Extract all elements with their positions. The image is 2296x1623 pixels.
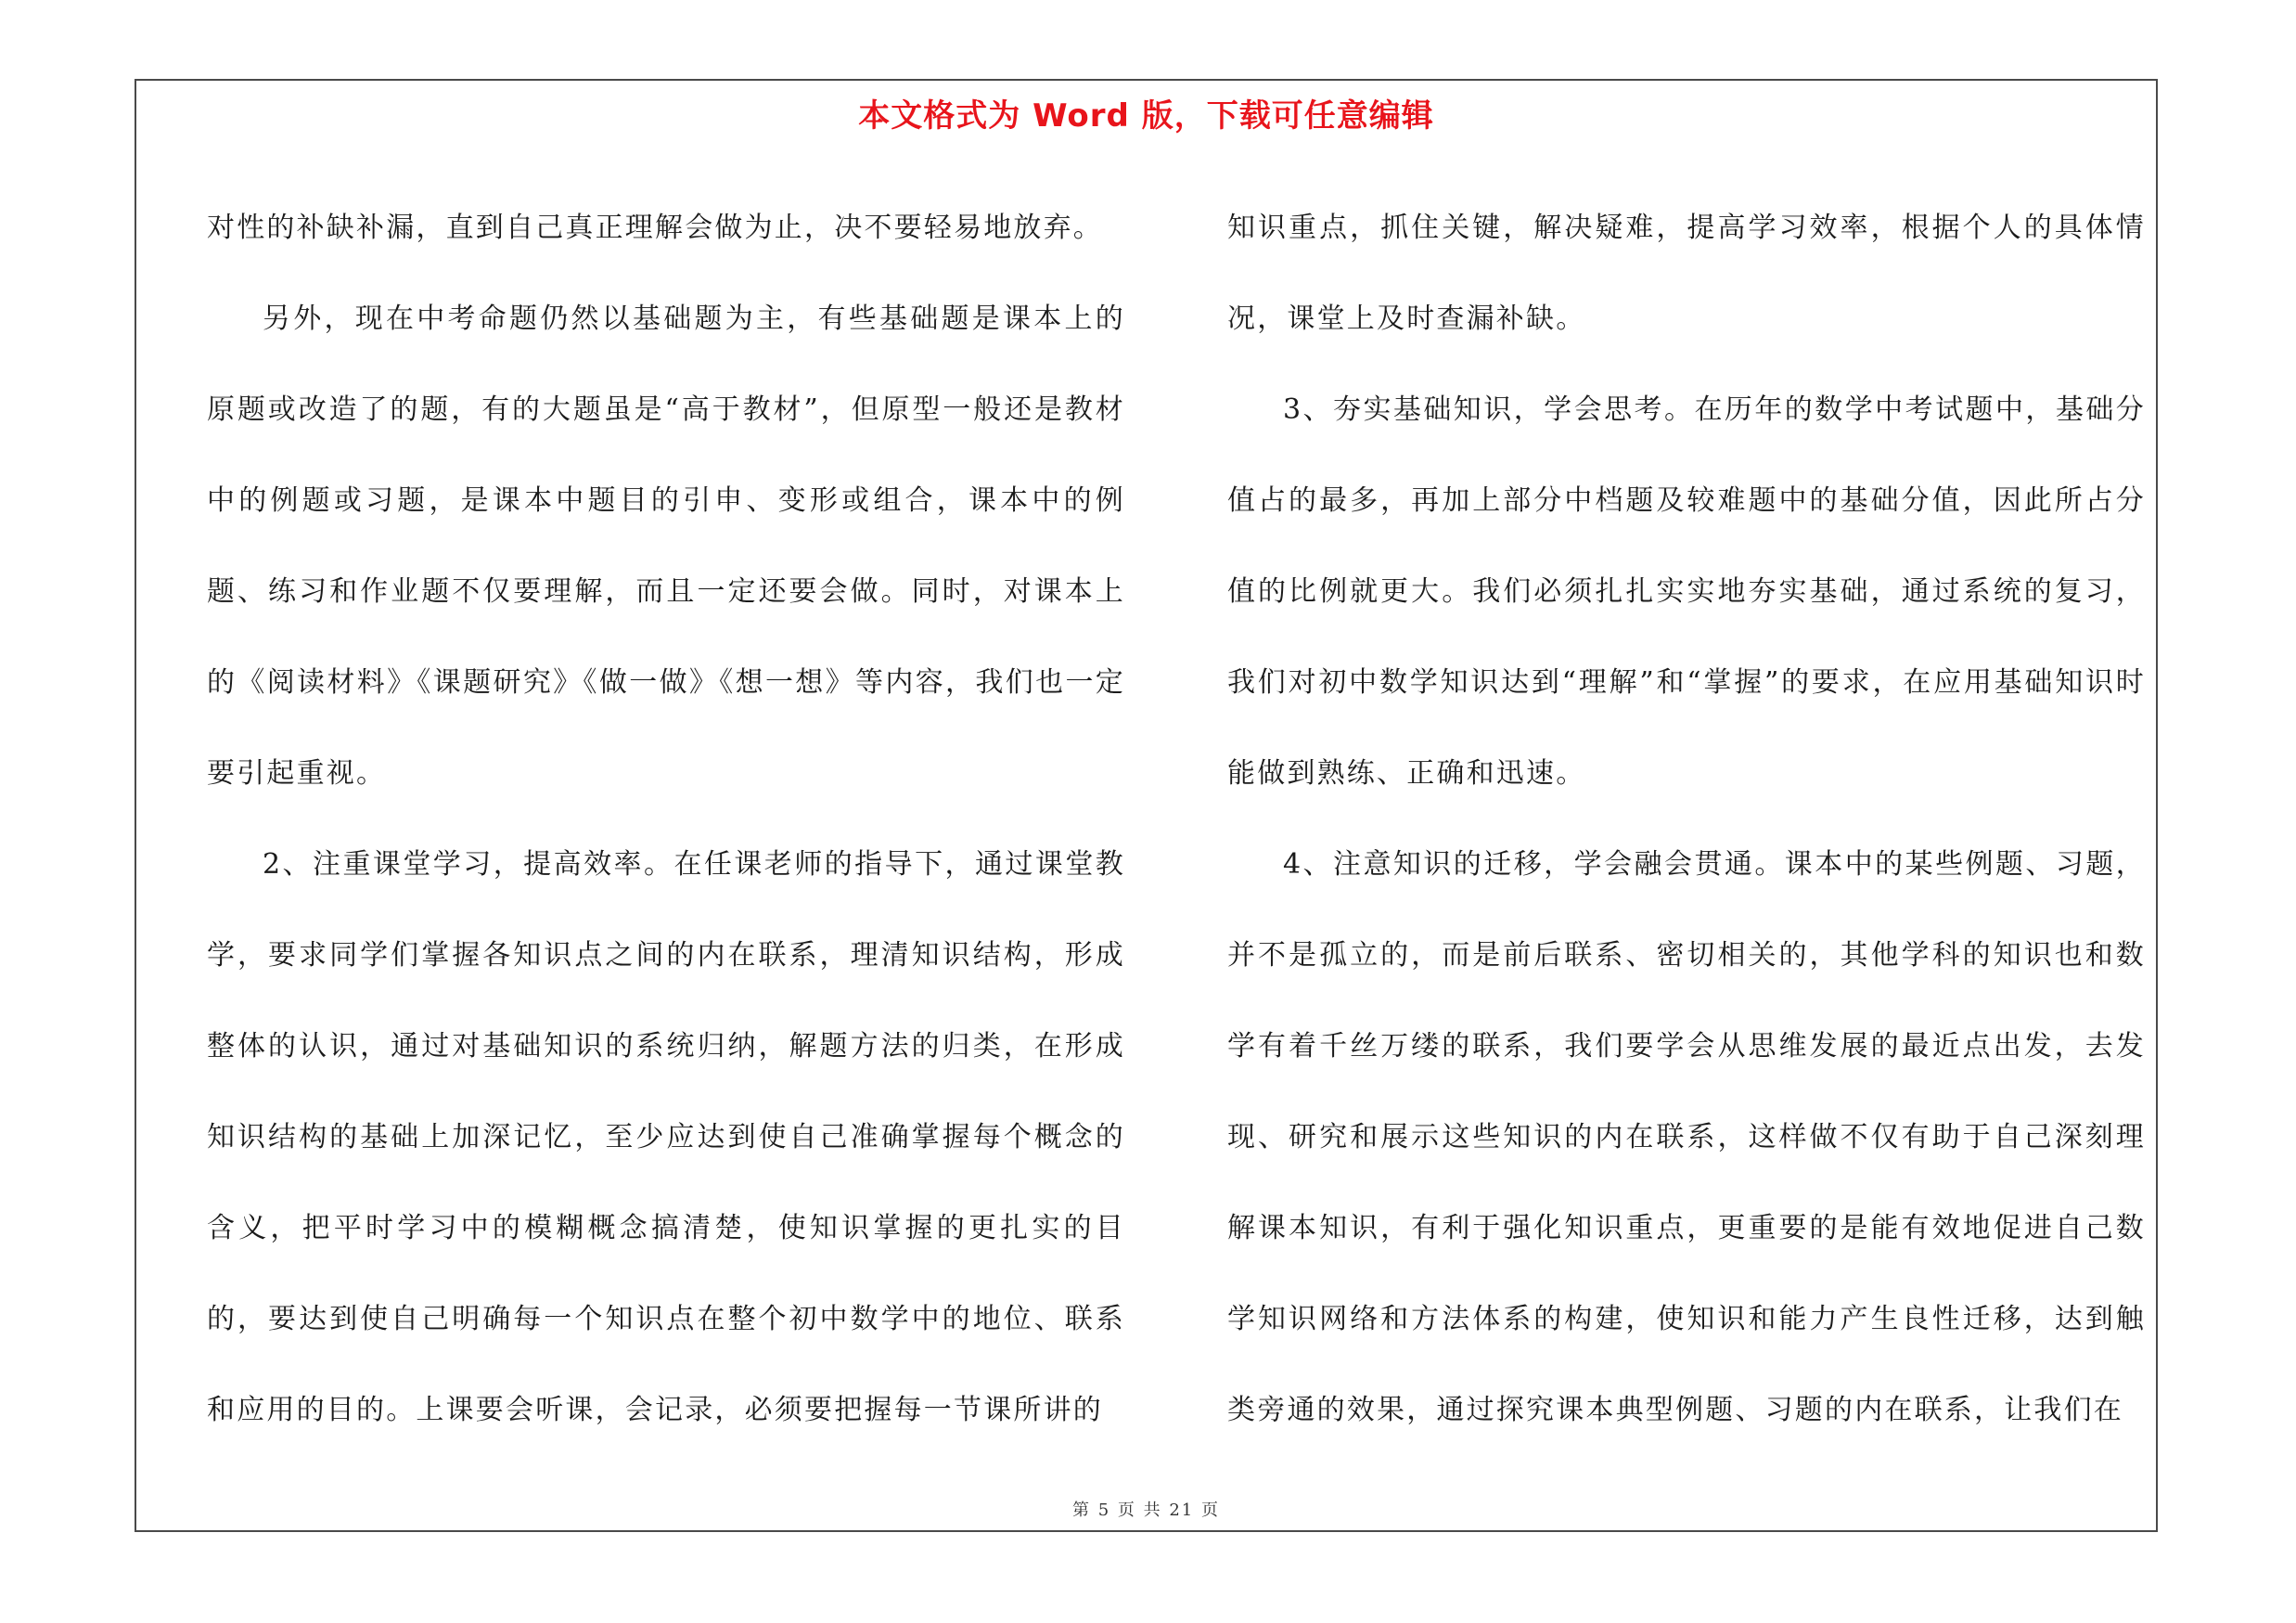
page-frame bbox=[135, 79, 2158, 1532]
paragraph: 知识重点，抓住关键，解决疑难，提高学习效率，根据个人的具体情况，课堂上及时查漏补缺。 bbox=[1227, 212, 2146, 335]
paragraph: 4、注意知识的迁移，学会融会贯通。课本中的某些例题、习题，并不是孤立的，而是前后联系、密切相关的，其他学科的知识也和数学有着千丝万缕的联系，我们要学会从思维发展的最近点出发，去发现、研究和展示这些知识的内在联系，这样做不仅有助于自己深刻理解课本知识，有利于强化知识重点，更重要的是能有效地促进自己数学知识网络和方法体系的构建，使知识和能力产生良性迁移，达到触类旁通的效果，通过探究课本典型例题、习题的内在联系，让我们在 bbox=[1227, 848, 2146, 1426]
paragraph: 对性的补缺补漏，直到自己真正理解会做为止，决不要轻易地放弃。 bbox=[207, 212, 1103, 244]
paragraph: 3、夯实基础知识，学会思考。在历年的数学中考试题中，基础分值占的最多，再加上部分中档题及较难题中的基础分值，因此所占分值的比例就更大。我们必须扎扎实实地夯实基础，通过系统的复习，我们对初中数学知识达到“理解”和“掌握”的要求，在应用基础知识时能做到熟练、正确和迅速。 bbox=[1227, 393, 2146, 790]
paragraph: 另外，现在中考命题仍然以基础题为主，有些基础题是课本上的原题或改造了的题，有的大题虽是“高于教材”，但原型一般还是教材中的例题或习题，是课本中题目的引申、变形或组合，课本中的例题、练习和作业题不仅要理解，而且一定还要会做。同时，对课本上的《阅读材料》《课题研究》《做一做》《想一想》等内容，我们也一定要引起重视。 bbox=[207, 303, 1125, 790]
page-number-footer: 第 5 页 共 21 页 bbox=[1072, 1501, 1220, 1520]
left-column bbox=[207, 183, 1125, 1456]
word-format-banner: 本文格式为 Word 版，下载可任意编辑 bbox=[858, 97, 1434, 135]
paragraph: 2、注重课堂学习，提高效率。在任课老师的指导下，通过课堂教学，要求同学们掌握各知识点之间的内在联系，理清知识结构，形成整体的认识，通过对基础知识的系统归纳，解题方法的归类，在形成知识结构的基础上加深记忆，至少应达到使自己准确掌握每个概念的含义，把平时学习中的模糊概念搞清楚，使知识掌握的更扎实的目的，要达到使自己明确每一个知识点在整个初中数学中的地位、联系和应用的目的。上课要会听课，会记录，必须要把握每一节课所讲的 bbox=[207, 848, 1125, 1426]
right-column bbox=[1227, 183, 2146, 1456]
